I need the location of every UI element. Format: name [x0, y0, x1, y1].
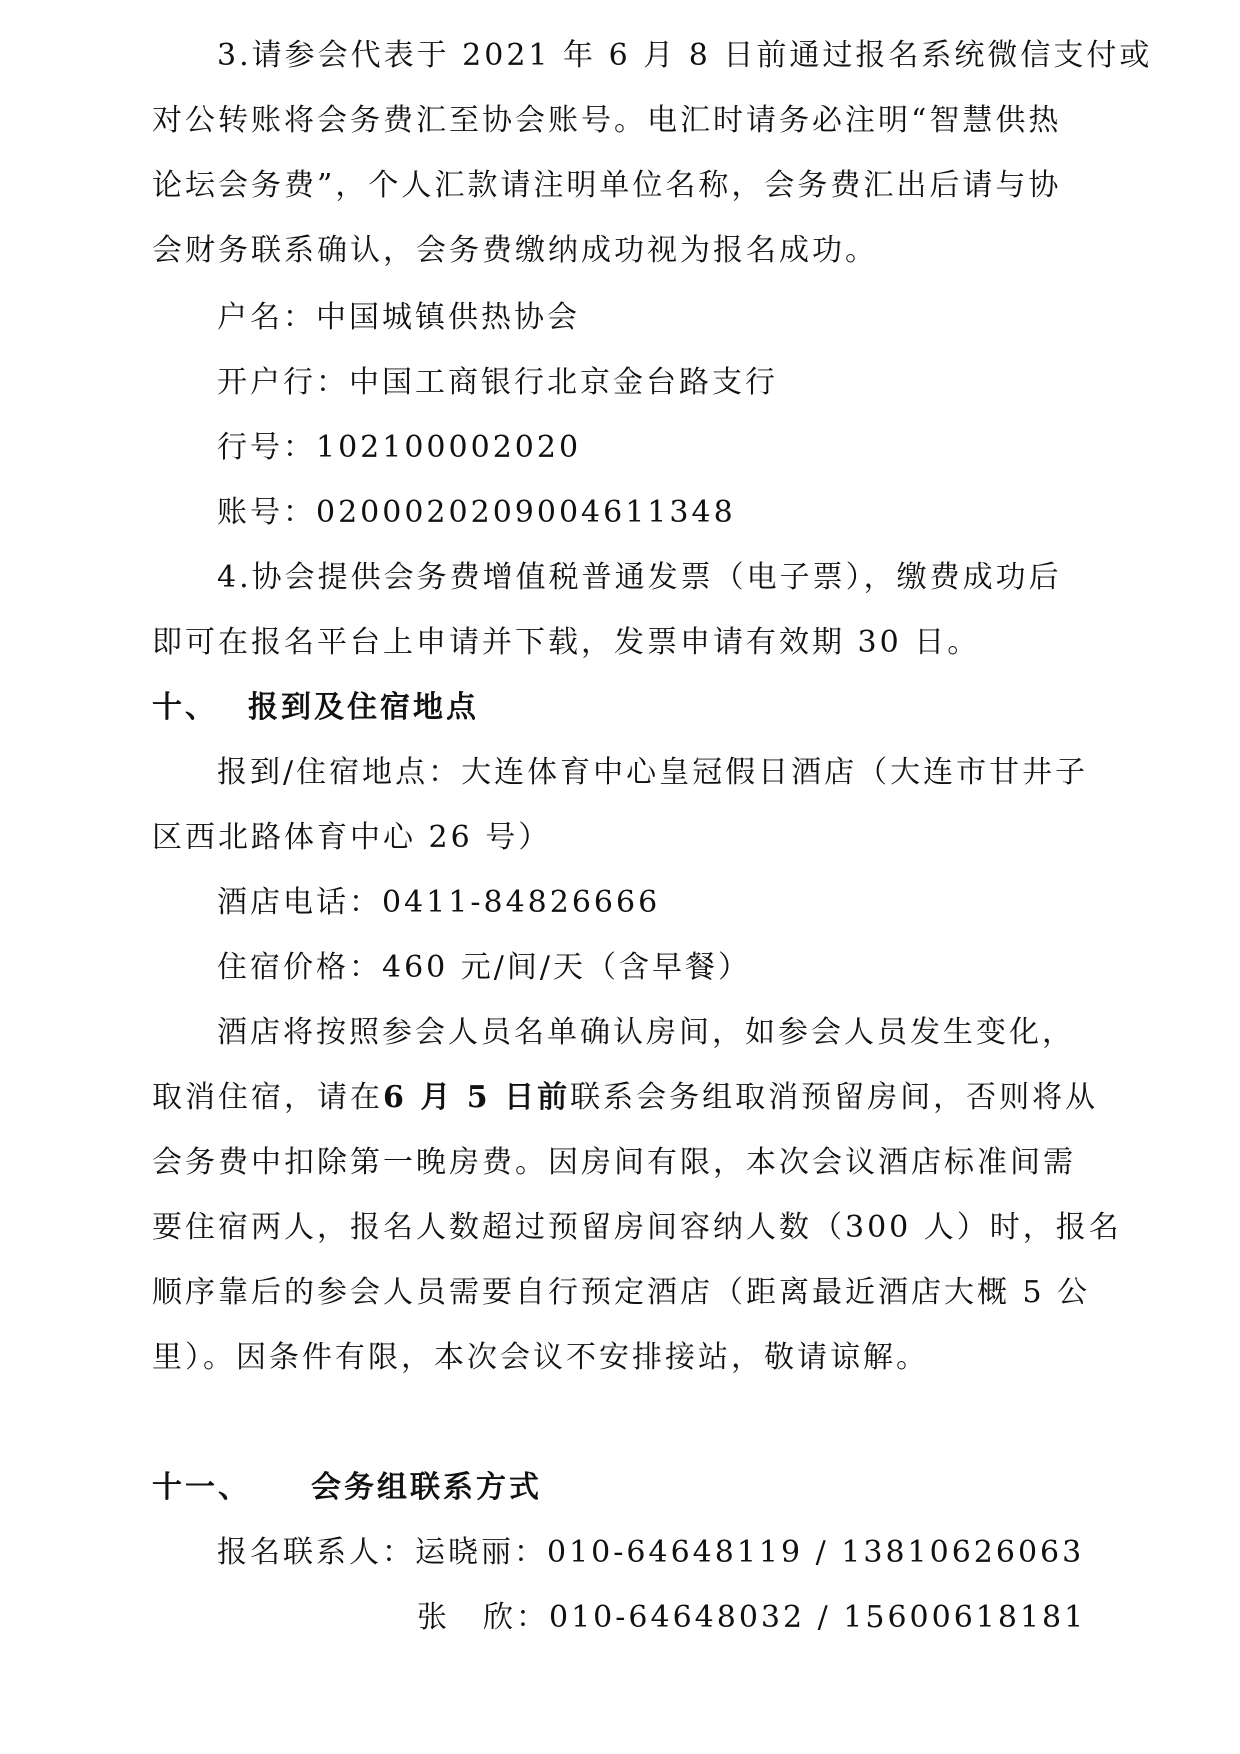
section-heading-10-title: 报到及住宿地点	[248, 690, 479, 725]
notice-line-4: 要住宿两人，报名人数超过预留房间容纳人数（300 人）时，报名	[152, 1210, 1122, 1245]
payment-paragraph-line-2: 对公转账将会务费汇至协会账号。电汇时请务必注明“智慧供热	[152, 103, 1062, 138]
contact-person-1: 运晓丽：010-64648119 / 13810626063	[415, 1535, 1085, 1570]
notice-line-5: 顺序靠后的参会人员需要自行预定酒店（距离最近酒店大概 5 公	[152, 1275, 1091, 1310]
account-number: 账号：0200020209004611348	[217, 495, 736, 530]
notice-line-2	[152, 1078, 1098, 1118]
hotel-price: 住宿价格：460 元/间/天（含早餐）	[217, 950, 752, 985]
hotel-address-line-1: 报到/住宿地点：大连体育中心皇冠假日酒店（大连市甘井子	[217, 755, 1089, 790]
section-heading-11-number: 十一、	[152, 1470, 251, 1505]
account-bank-number: 行号：102100002020	[217, 430, 582, 465]
section-heading-10-number: 十、	[152, 690, 218, 725]
cancellation-deadline: 6 月 5 日前	[383, 1080, 571, 1115]
contact-person-2: 张 欣：010-64648032 / 15600618181	[417, 1600, 1087, 1635]
hotel-address-line-2: 区西北路体育中心 26 号）	[152, 820, 552, 855]
section-heading-11	[152, 1468, 542, 1508]
notice-line-3: 会务费中扣除第一晚房费。因房间有限，本次会议酒店标准间需	[152, 1145, 1076, 1180]
notice-line-1: 酒店将按照参会人员名单确认房间，如参会人员发生变化，	[217, 1015, 1075, 1050]
notice-line-2-prefix: 取消住宿，请在	[152, 1080, 383, 1115]
invoice-paragraph-line-2: 即可在报名平台上申请并下载，发票申请有效期 30 日。	[152, 625, 981, 660]
account-name: 户名：中国城镇供热协会	[217, 300, 580, 335]
invoice-paragraph-line-1: 4.协会提供会务费增值税普通发票（电子票），缴费成功后	[217, 560, 1062, 595]
hotel-phone: 酒店电话：0411-84826666	[217, 885, 661, 920]
payment-paragraph-line-4: 会财务联系确认，会务费缴纳成功视为报名成功。	[152, 233, 878, 268]
section-heading-11-title: 会务组联系方式	[311, 1470, 542, 1505]
contact-label: 报名联系人：	[217, 1535, 415, 1570]
payment-paragraph-line-3: 论坛会务费”，个人汇款请注明单位名称，会务费汇出后请与协	[152, 168, 1062, 203]
account-bank: 开户行：中国工商银行北京金台路支行	[217, 365, 778, 400]
section-heading-10	[152, 688, 479, 728]
payment-paragraph-line-1: 3.请参会代表于 2021 年 6 月 8 日前通过报名系统微信支付或	[217, 38, 1153, 73]
contact-line-1	[217, 1533, 1084, 1573]
notice-line-6: 里）。因条件有限，本次会议不安排接站，敬请谅解。	[152, 1340, 929, 1375]
notice-line-2-suffix: 联系会务组取消预留房间，否则将从	[570, 1080, 1099, 1115]
